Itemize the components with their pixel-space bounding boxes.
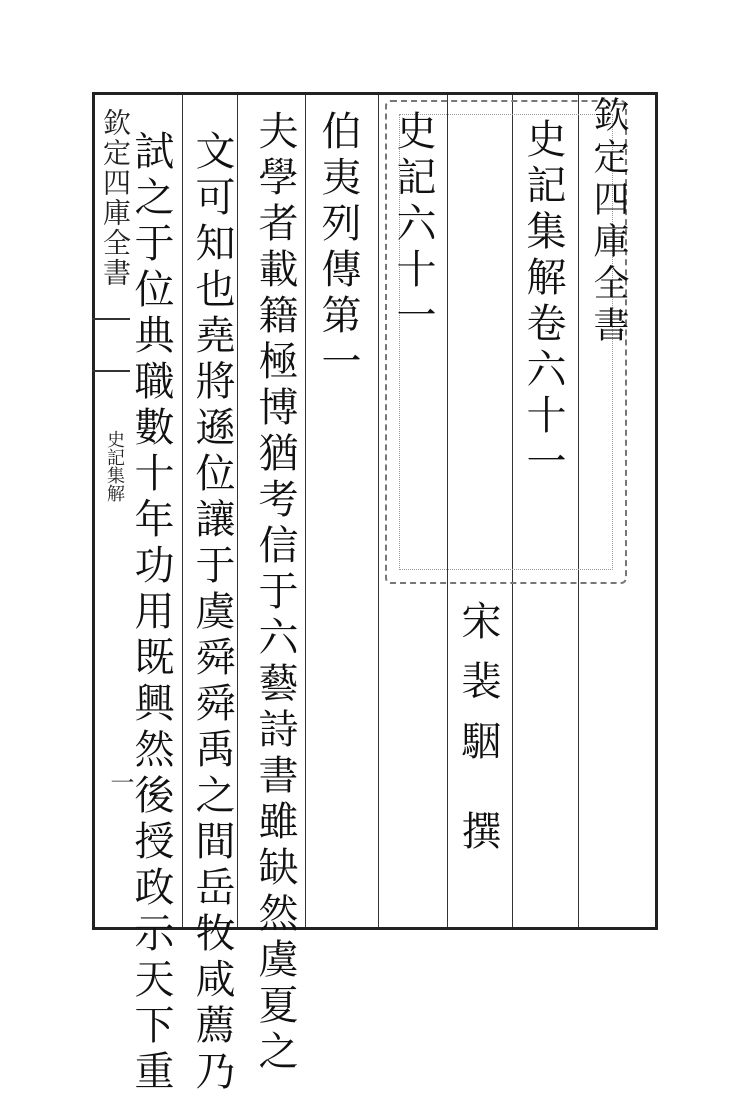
page-number: 一 — [106, 770, 134, 794]
text-column-1: 夫學者載籍極博猶考信于六藝詩書雖缺然虞夏之 — [252, 110, 298, 1076]
fish-tail-mark — [92, 318, 130, 372]
chapter-heading: 伯夷列傳第一 — [315, 110, 361, 386]
column-rule — [378, 95, 379, 927]
column-rule — [305, 95, 306, 927]
column-rule — [237, 95, 238, 927]
chapter-number: 史記六十一 — [390, 110, 436, 340]
text-column-3: 試之于位典職數十年功用既興然後授政示天下重 — [128, 130, 174, 1096]
edge-book-title: 欽定四庫全書 — [99, 108, 132, 288]
center-label: 史記集解 — [104, 430, 125, 502]
book-title: 史記集解卷六十一 — [520, 118, 566, 486]
author-dynasty: 宋 — [455, 600, 501, 646]
column-rule — [182, 95, 183, 927]
author-name: 裴駰 — [455, 660, 501, 780]
author-action: 撰 — [455, 810, 501, 856]
collection-title: 欽定四庫全書 — [588, 96, 629, 348]
text-column-2: 文可知也堯將遜位讓于虞舜舜禹之間岳牧咸薦乃 — [189, 130, 235, 1096]
